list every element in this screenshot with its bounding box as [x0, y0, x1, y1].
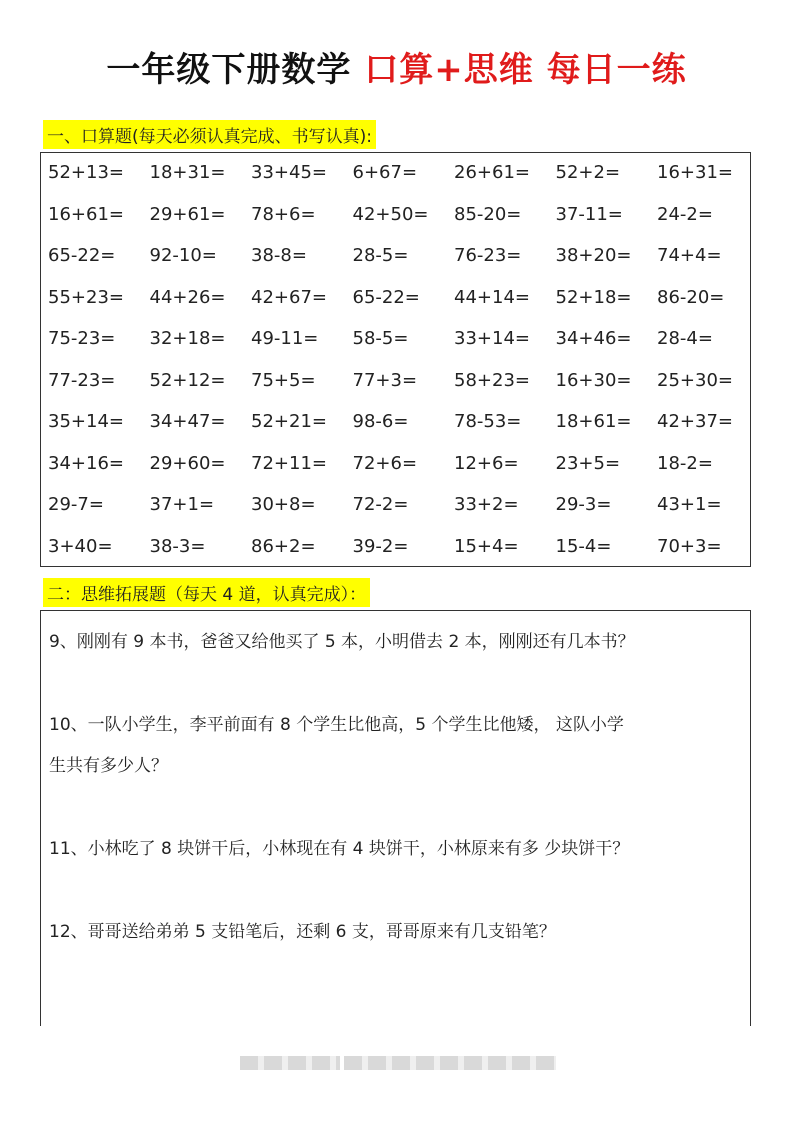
- math-problem: 85-20=: [454, 203, 522, 225]
- math-problem: 12+6=: [454, 452, 519, 474]
- math-problem: 29+60=: [149, 452, 226, 474]
- section1-heading: 一、口算题(每天必须认真完成、书写认真):: [43, 120, 376, 149]
- math-problem: 28-5=: [352, 245, 409, 266]
- math-problem: 65-22=: [48, 245, 116, 266]
- math-problem: 78+6=: [251, 203, 316, 225]
- math-problem: 52+12=: [149, 369, 226, 391]
- math-problem: 78-53=: [454, 411, 522, 432]
- math-problem: 26+61=: [454, 162, 530, 183]
- math-problem: 43+1=: [657, 494, 722, 515]
- math-problem: 52+2=: [555, 162, 621, 183]
- math-problem: 6+67=: [352, 162, 418, 183]
- watermark-blur-left: [240, 1056, 340, 1070]
- math-problem: 34+16=: [48, 452, 124, 474]
- math-problem: 16+31=: [657, 162, 733, 183]
- page-title: [0, 42, 793, 91]
- math-problem: 77+3=: [352, 369, 418, 391]
- math-problem: 32+18=: [149, 328, 226, 349]
- math-problem: 38-3=: [149, 535, 206, 557]
- math-problem: 34+46=: [555, 328, 632, 349]
- math-problem: 42+37=: [657, 411, 733, 432]
- math-problem: 52+21=: [251, 411, 327, 432]
- math-problem: 44+26=: [149, 286, 226, 308]
- math-problem: 35+14=: [48, 411, 124, 432]
- math-problem: 75-23=: [48, 328, 116, 349]
- math-problem: 29-3=: [555, 494, 612, 515]
- question-11: 11、小林吃了 8 块饼干后，小林现在有 4 块饼干，小林原来有多 少块饼干？: [49, 839, 630, 859]
- math-problem: 29-7=: [48, 494, 104, 515]
- math-problem: 58-5=: [352, 328, 409, 349]
- math-problem: 33+2=: [454, 494, 519, 515]
- math-problem: 33+14=: [454, 328, 530, 349]
- math-problem: 15-4=: [555, 535, 612, 557]
- question-10-continued: 生共有多少人？: [49, 756, 168, 776]
- math-problem: 39-2=: [352, 535, 409, 557]
- math-problem: 70+3=: [657, 535, 722, 557]
- math-problem: 49-11=: [251, 328, 319, 349]
- math-problem: 65-22=: [352, 286, 420, 308]
- math-problem: 75+5=: [251, 369, 316, 391]
- math-problem: 86+2=: [251, 535, 316, 557]
- math-problem: 72+6=: [352, 452, 418, 474]
- math-problem: 37+1=: [149, 494, 215, 515]
- math-problem: 42+67=: [251, 286, 327, 308]
- section2-heading: 二：思维拓展题（每天 4 道，认真完成）：: [43, 578, 370, 607]
- math-problem: 18+61=: [555, 411, 632, 432]
- math-problem: 15+4=: [454, 535, 519, 557]
- question-10: 10、一队小学生，李平前面有 8 个学生比他高，5 个学生比他矮， 这队小学: [49, 715, 624, 735]
- math-problem: 38+20=: [555, 245, 632, 266]
- math-problem: 92-10=: [149, 245, 217, 266]
- math-problem: 58+23=: [454, 369, 530, 391]
- math-problem: 23+5=: [555, 452, 621, 474]
- title-practice: 口算+思维 每日一练: [364, 50, 687, 90]
- watermark-blur-right: [344, 1056, 556, 1070]
- math-problem: 16+61=: [48, 203, 124, 225]
- math-problem: 86-20=: [657, 286, 725, 308]
- mental-math-box: [40, 152, 751, 567]
- math-problem: 38-8=: [251, 245, 307, 266]
- math-problem: 72-2=: [352, 494, 409, 515]
- question-9: 9、刚刚有 9 本书，爸爸又给他买了 5 本，小明借去 2 本，刚刚还有几本书？: [49, 632, 635, 652]
- question-12: 12、哥哥送给弟弟 5 支铅笔后，还剩 6 支，哥哥原来有几支铅笔？: [49, 922, 556, 942]
- title-grade: 一年级下册数学: [106, 50, 352, 90]
- math-problem: 24-2=: [657, 203, 713, 225]
- math-problem: 55+23=: [48, 286, 124, 308]
- math-problem: 3+40=: [48, 535, 113, 557]
- math-problem: 52+13=: [48, 162, 124, 183]
- math-problem: 18+31=: [149, 162, 226, 183]
- math-problem: 74+4=: [657, 245, 722, 266]
- math-problem: 18-2=: [657, 452, 713, 474]
- math-problem: 25+30=: [657, 369, 733, 391]
- math-problem: 44+14=: [454, 286, 530, 308]
- math-problem: 76-23=: [454, 245, 522, 266]
- math-problem: 34+47=: [149, 411, 226, 432]
- math-problem: 77-23=: [48, 369, 116, 391]
- math-problem: 33+45=: [251, 162, 327, 183]
- math-problem: 37-11=: [555, 203, 623, 225]
- mental-math-grid: [48, 157, 759, 572]
- math-problem: 28-4=: [657, 328, 713, 349]
- math-problem: 16+30=: [555, 369, 632, 391]
- math-problem: 72+11=: [251, 452, 327, 474]
- math-problem: 42+50=: [352, 203, 429, 225]
- math-problem: 52+18=: [555, 286, 632, 308]
- math-problem: 98-6=: [352, 411, 409, 432]
- thinking-questions-box: [40, 610, 751, 1026]
- math-problem: 30+8=: [251, 494, 316, 515]
- math-problem: 29+61=: [149, 203, 226, 225]
